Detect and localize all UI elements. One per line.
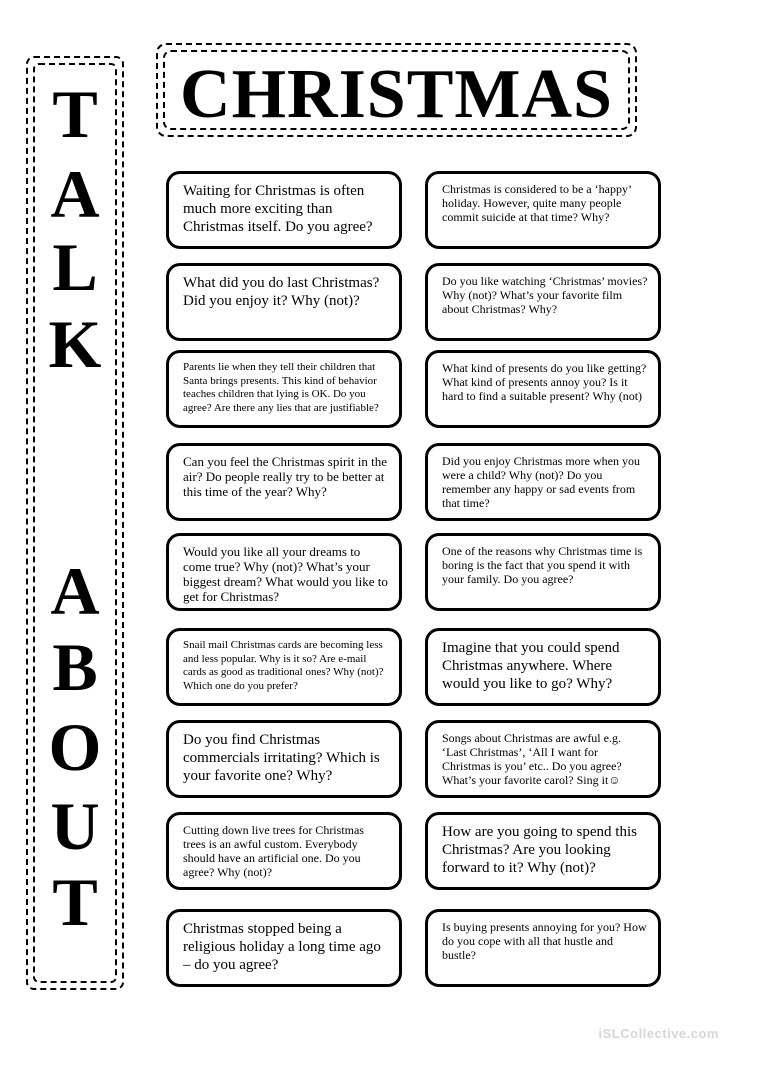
question-card (425, 533, 661, 611)
question-text: What kind of presents do you like getting? What kind of presents annoy you? Is it hard to find a suitable present? Why (not) (442, 361, 647, 403)
question-text: What did you do last Christmas? Did you enjoy it? Why (not)? (183, 275, 380, 309)
question-text: Cutting down live trees for Christmas trees is an awful custom. Everybody should have an artificial one. Do you agree? Why (not)? (183, 823, 364, 879)
side-letter: T (52, 864, 98, 940)
side-letter: T (52, 76, 98, 152)
page-title: CHRISTMAS (180, 56, 613, 133)
side-letter: A (50, 156, 100, 232)
question-text: Christmas stopped being a religious holiday a long time ago – do you agree? (183, 921, 381, 973)
question-text: Do you find Christmas commercials irritating? Which is your favorite one? Why? (183, 732, 380, 784)
question-card (425, 812, 661, 890)
question-card (425, 171, 661, 249)
question-card (166, 628, 402, 706)
question-card (166, 533, 402, 611)
question-text: Christmas is considered to be a ‘happy’ holiday. However, quite many people commit suicide at that time? Why? (442, 182, 632, 224)
question-card (425, 263, 661, 341)
question-card (166, 812, 402, 890)
side-letter: L (52, 229, 98, 305)
question-card (425, 443, 661, 521)
question-text: How are you going to spend this Christmas? Are you looking forward to it? Why (not)? (442, 824, 637, 876)
question-text: Waiting for Christmas is often much more exciting than Christmas itself. Do you agree? (183, 183, 373, 235)
watermark: iSLCollective.com (598, 1026, 719, 1041)
question-text: Snail mail Christmas cards are becoming less and less popular. Why is it so? Are e-mail cards as good as traditional ones? Why (not)? Which one do you prefer? (183, 639, 384, 692)
side-letter: U (50, 788, 100, 864)
question-text: Would you like all your dreams to come true? Why (not)? What’s your biggest dream? What would you like to get for Christmas? (183, 544, 388, 604)
question-text: One of the reasons why Christmas time is boring is the fact that you spend it with your family. Do you agree? (442, 544, 643, 586)
question-card (166, 443, 402, 521)
question-text: Did you enjoy Christmas more when you were a child? Why (not)? Do you remember any happy or sad events from that time? (442, 454, 640, 510)
question-card (166, 263, 402, 341)
question-text: Imagine that you could spend Christmas anywhere. Where would you like to go? Why? (442, 640, 620, 692)
question-text: Can you feel the Christmas spirit in the air? Do people really try to be better at this time of the year? Why? (183, 454, 387, 499)
side-letter: B (52, 629, 98, 705)
question-card (166, 720, 402, 798)
question-text: Is buying presents annoying for you? How do you cope with all that hustle and bustle? (442, 920, 647, 962)
question-text: Parents lie when they tell their children that Santa brings presents. This kind of behavior teaches children that lying is OK. Do you agree? Are there any lies that are justifiable? (183, 361, 379, 414)
side-letter: O (48, 709, 102, 785)
question-text: Songs about Christmas are awful e.g. ‘Last Christmas’, ‘All I want for Christmas is you’ etc.. Do you agree? What’s your favorite carol? Sing it☺ (442, 731, 622, 787)
question-card (166, 350, 402, 428)
question-card (425, 350, 661, 428)
question-card (166, 171, 402, 249)
side-letter: A (50, 553, 100, 629)
question-card (166, 909, 402, 987)
question-text: Do you like watching ‘Christmas’ movies? Why (not)? What’s your favorite film about Christmas? Why? (442, 274, 648, 316)
question-card (425, 628, 661, 706)
question-card (425, 720, 661, 798)
question-card (425, 909, 661, 987)
side-letter: K (48, 306, 102, 382)
